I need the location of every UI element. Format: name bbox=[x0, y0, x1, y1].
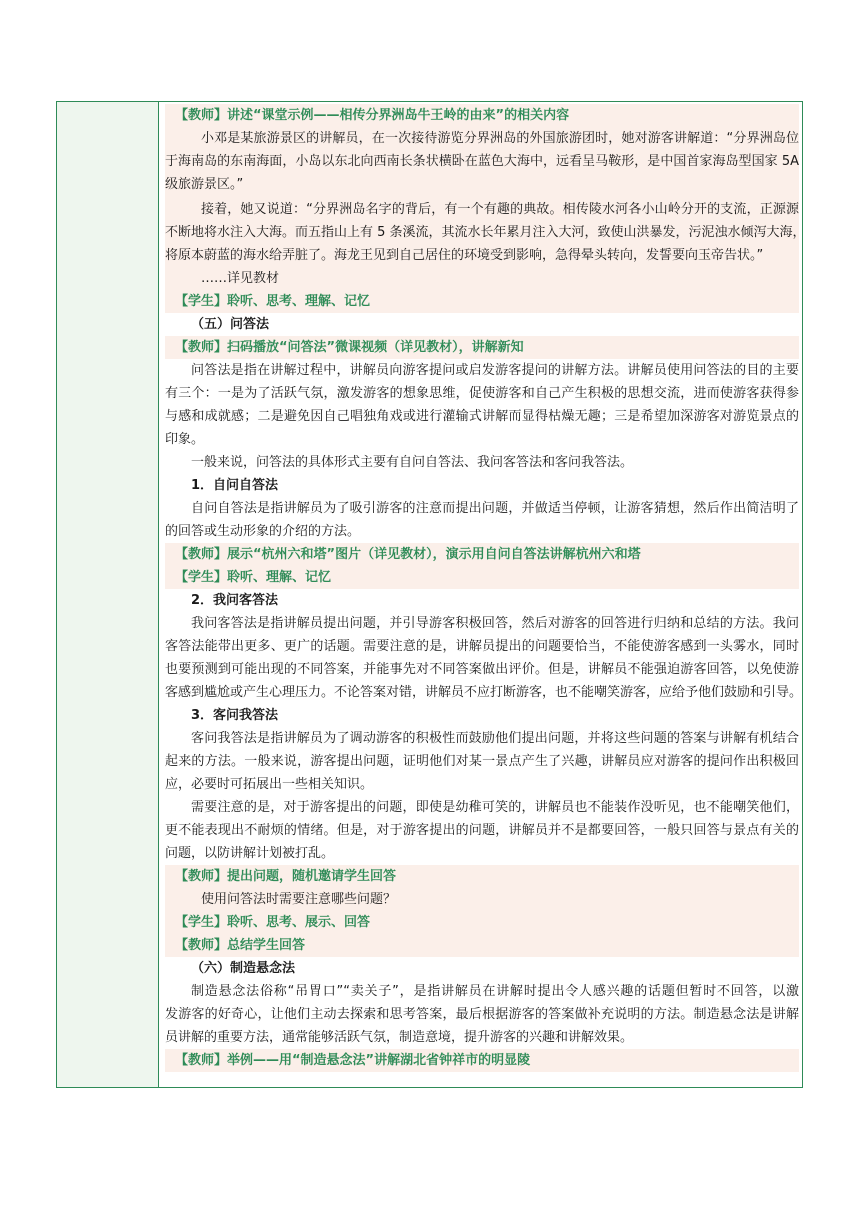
student-step: 【学生】聆听、理解、记忆 bbox=[165, 566, 799, 589]
paragraph-line: 问答法是指在讲解过程中，讲解员向游客提问或启发游客提问的讲解方法。讲解员使用问答法的目的主要 bbox=[191, 363, 799, 378]
teacher-step: 【教师】展示“杭州六和塔”图片（详见教材），演示用自问自答法讲解杭州六和塔 bbox=[165, 543, 799, 566]
paragraph-line: 起来的方法。一般来说，游客提出问题，证明他们对某一景点产生了兴趣，讲解员应对游客的提问作出积极回 bbox=[165, 754, 799, 769]
subsection-heading: 1．自问自答法 bbox=[191, 478, 279, 493]
paragraph-line: 也要预测到可能出现的不同答案，并能事先对不同答案做出评价。但是，讲解员不能强迫游客回答，以免使游 bbox=[165, 662, 799, 677]
teacher-step: 【教师】举例——用“制造悬念法”讲解湖北省钟祥市的明显陵 bbox=[165, 1049, 799, 1072]
paragraph-line: 客感到尴尬或产生心理压力。不论答案对错，讲解员不应打断游客，也不能嘲笑游客，应给予他们鼓励和引导。 bbox=[165, 685, 803, 700]
paragraph-line: 发游客的好奇心，让他们主动去探索和思考答案，最后根据游客的答案做补充说明的方法。制造悬念法是讲解 bbox=[165, 1007, 799, 1022]
paragraph-line: 接着，她又说道：“分界洲岛名字的背后，有一个有趣的典故。相传陵水河各小山岭分开的支流，正源源 bbox=[165, 198, 799, 221]
student-step: 【学生】聆听、思考、理解、记忆 bbox=[165, 290, 799, 313]
paragraph-line: 将原本蔚蓝的海水给弄脏了。海龙王见到自己居住的环境受到影响，急得晕头转向，发誓要向玉帝告状。” bbox=[165, 244, 799, 267]
teacher-step: 【教师】讲述“课堂示例——相传分界洲岛牛王岭的由来”的相关内容 bbox=[165, 104, 799, 127]
paragraph-line: 客问我答法是指讲解员为了调动游客的积极性而鼓励他们提出问题，并将这些问题的答案与讲解有机结合 bbox=[191, 731, 799, 746]
paragraph-line: ……详见教材 bbox=[165, 267, 799, 290]
paragraph-line: 小邓是某旅游景区的讲解员，在一次接待游览分界洲岛的外国旅游团时，她对游客讲解道：“分界洲岛位 bbox=[165, 127, 799, 150]
question-text: 使用问答法时需要注意哪些问题？ bbox=[165, 888, 799, 911]
paragraph-line: 问题，以防讲解计划被打乱。 bbox=[165, 846, 335, 861]
paragraph-line: 的回答或生动形象的介绍的方法。 bbox=[165, 524, 361, 539]
content-cell bbox=[165, 104, 806, 1072]
teacher-step: 【教师】提出问题，随机邀请学生回答 bbox=[165, 865, 799, 888]
paragraph-line: 应，必要时可拓展出一些相关知识。 bbox=[165, 777, 374, 792]
paragraph-line: 级旅游景区。” bbox=[165, 173, 799, 196]
paragraph-line: 于海南岛的东南海面，小岛以东北向西南长条状横卧在蓝色大海中，远看呈马鞍形，是中国首家海岛型国家 5A bbox=[165, 150, 799, 173]
paragraph-line: 我问客答法是指讲解员提出问题，并引导游客积极回答，然后对游客的回答进行归纳和总结的方法。我问 bbox=[191, 616, 799, 631]
paragraph-line: 员讲解的重要方法，通常能够活跃气氛，制造意境，提升游客的兴趣和讲解效果。 bbox=[165, 1030, 634, 1045]
paragraph-line: 印象。 bbox=[165, 432, 205, 447]
paragraph-line: 有三个：一是为了活跃气氛，激发游客的想象思维，促使游客和自己产生积极的思想交流，进而使游客获得参 bbox=[165, 386, 799, 401]
paragraph-line: 与感和成就感；二是避免因自己唱独角戏或进行灌输式讲解而显得枯燥无趣；三是希望加深游客对游览景点的 bbox=[165, 409, 799, 424]
lesson-table bbox=[56, 101, 806, 1088]
paragraph-line: 不断地将水注入大海。而五指山上有 5 条溪流，其流水长年累月注入大河，致使山洪暴发，污泥浊水倾泻大海， bbox=[165, 221, 799, 244]
teacher-step: 【教师】扫码播放“问答法”微课视频（详见教材），讲解新知 bbox=[165, 336, 799, 359]
paragraph-line: 客答法能带出更多、更广的话题。需要注意的是，讲解员提出的问题要恰当，不能使游客感到一头雾水，同时 bbox=[165, 639, 799, 654]
paragraph-line: 制造悬念法俗称“吊胃口”“卖关子”，是指讲解员在讲解时提出令人感兴趣的话题但暂时不回答，以激 bbox=[191, 984, 799, 999]
subsection-heading: 2．我问客答法 bbox=[191, 593, 279, 608]
paragraph-line: 一般来说，问答法的具体形式主要有自问自答法、我问客答法和客问我答法。 bbox=[191, 455, 634, 470]
student-step: 【学生】聆听、思考、展示、回答 bbox=[165, 911, 799, 934]
paragraph-line: 需要注意的是，对于游客提出的问题，即使是幼稚可笑的，讲解员也不能装作没听见，也不能嘲笑他们， bbox=[191, 800, 799, 815]
section-heading: （六）制造悬念法 bbox=[191, 961, 296, 976]
section-heading: （五）问答法 bbox=[191, 317, 270, 332]
paragraph-line: 更不能表现出不耐烦的情绪。但是，对于游客提出的问题，讲解员并不是都要回答，一般只回答与景点有关的 bbox=[165, 823, 799, 838]
left-column bbox=[57, 102, 159, 1087]
teacher-step: 【教师】总结学生回答 bbox=[165, 934, 799, 957]
paragraph-line: 自问自答法是指讲解员为了吸引游客的注意而提出问题，并做适当停顿，让游客猜想，然后作出简洁明了 bbox=[191, 501, 799, 516]
subsection-heading: 3．客问我答法 bbox=[191, 708, 279, 723]
